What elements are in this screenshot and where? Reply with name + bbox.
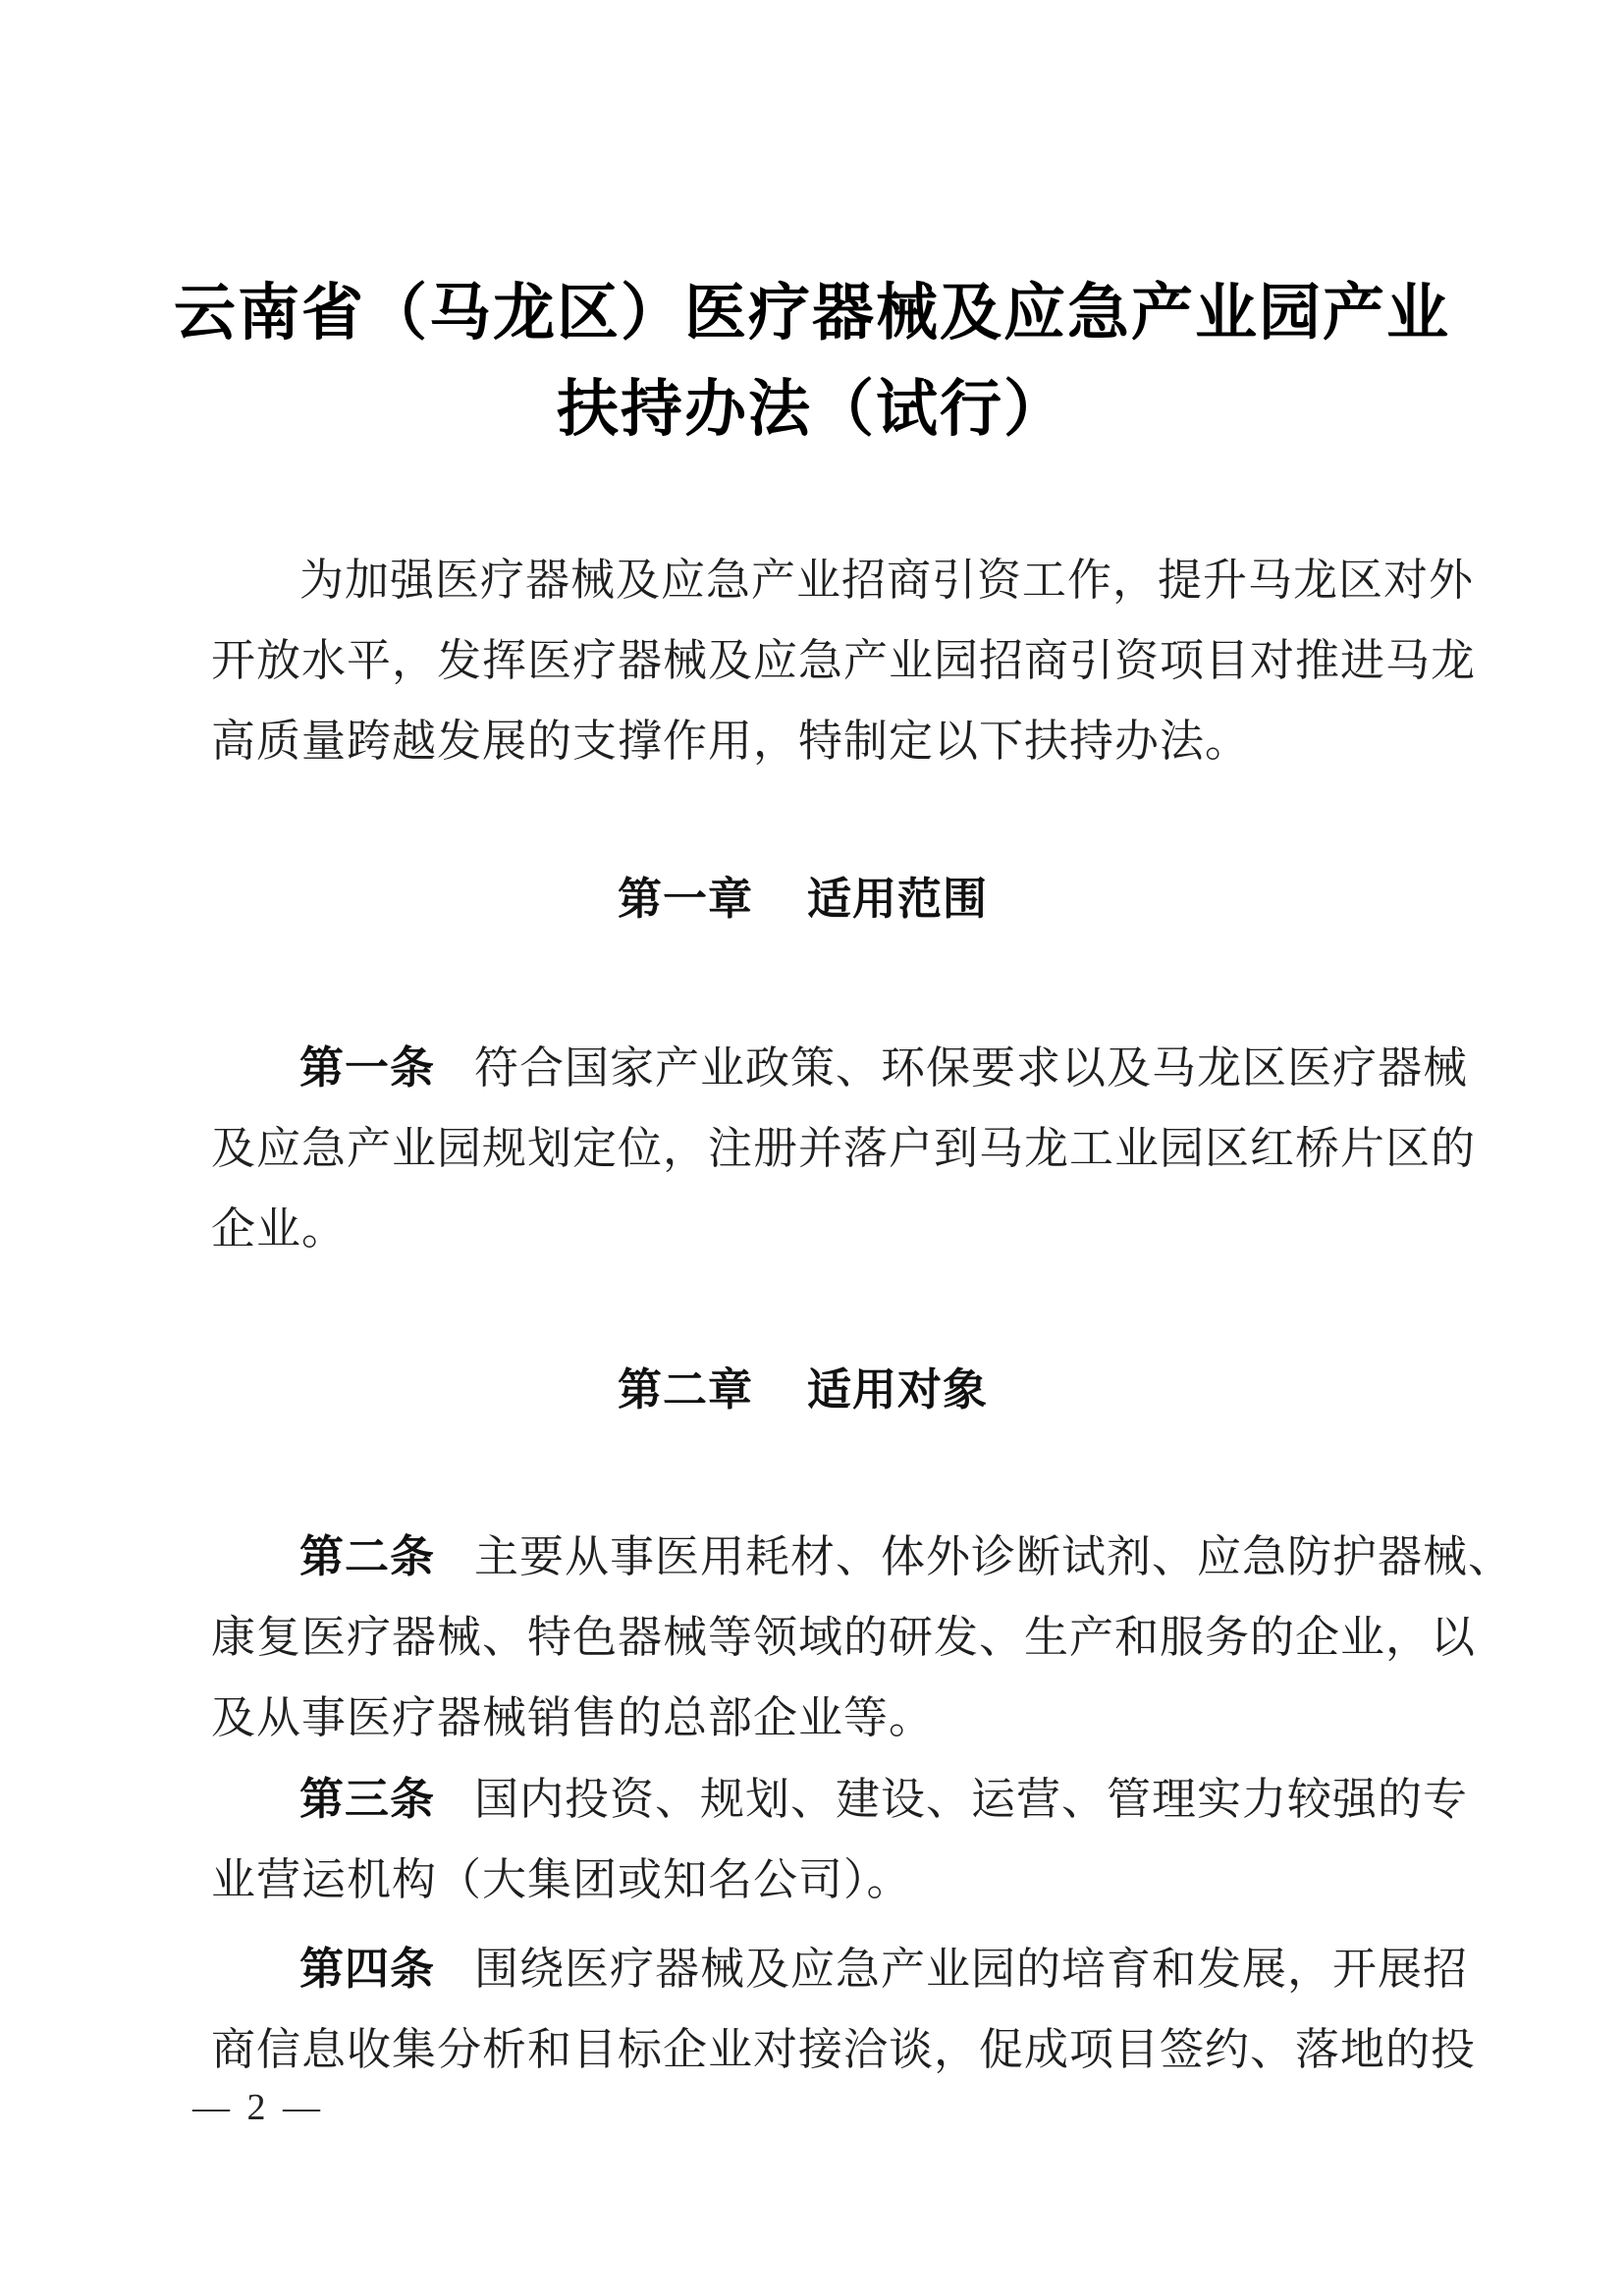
article-3-line-2: 业营运机构（大集团或知名公司）。: [211, 1855, 912, 1904]
article-2-text: 主要从事医用耗材、体外诊断试剂、应急防护器械、: [474, 1532, 1514, 1581]
article-3-text: 国内投资、规划、建设、运营、管理实力较强的专: [474, 1775, 1469, 1824]
article-2-line-3: 及从事医疗器械销售的总部企业等。: [211, 1693, 935, 1742]
document-title: [0, 265, 1624, 457]
document-title-line-2: 扶持办法（试行）: [557, 375, 1067, 444]
article-2-line-1: [211, 1517, 1514, 1597]
article-3-paragraph: [211, 1759, 1469, 1920]
article-4-paragraph: [211, 1929, 1477, 2090]
chapter-1-number: 第一章: [617, 874, 753, 924]
article-3-line-1: [211, 1759, 1469, 1840]
document-title-line-1: 云南省（马龙区）医疗器械及应急产业园产业: [174, 279, 1450, 347]
article-1-paragraph: [211, 1028, 1477, 1269]
intro-line-1: 为加强医疗器械及应急产业招商引资工作，提升马龙区对外: [299, 556, 1475, 605]
article-4-text: 围绕医疗器械及应急产业园的培育和发展，开展招: [474, 1945, 1469, 1994]
chapter-2-title: 适用对象: [807, 1364, 989, 1415]
article-4-label: 第四条: [299, 1944, 436, 1994]
article-1-line-3: 企业。: [211, 1204, 348, 1254]
article-4-line-2: 商信息收集分析和目标企业对接洽谈，促成项目签约、落地的投: [211, 2025, 1477, 2074]
chapter-2-heading: [211, 1350, 1394, 1430]
article-2-paragraph: [211, 1517, 1514, 1758]
article-3-label: 第三条: [299, 1774, 436, 1824]
document-body: [211, 540, 1514, 2090]
article-1-line-2: 及应急产业园规划定位，注册并落户到马龙工业园区红桥片区的: [211, 1124, 1477, 1173]
article-1-text: 符合国家产业政策、环保要求以及马龙区医疗器械: [474, 1043, 1469, 1093]
chapter-1-heading: [211, 859, 1394, 939]
intro-line-3: 高质量跨越发展的支撑作用，特制定以下扶持办法。: [211, 717, 1251, 766]
article-2-label: 第二条: [299, 1531, 436, 1581]
chapter-2-number: 第二章: [617, 1364, 753, 1415]
page-number: — 2 —: [192, 2087, 324, 2128]
chapter-1-title: 适用范围: [807, 874, 989, 924]
intro-line-2: 开放水平，发挥医疗器械及应急产业园招商引资项目对推进马龙: [211, 636, 1477, 685]
article-4-line-1: [211, 1929, 1469, 2009]
article-1-label: 第一条: [299, 1042, 436, 1093]
intro-paragraph: [211, 540, 1477, 781]
article-2-line-2: 康复医疗器械、特色器械等领域的研发、生产和服务的企业，以: [211, 1613, 1477, 1662]
article-1-line-1: [211, 1028, 1469, 1108]
